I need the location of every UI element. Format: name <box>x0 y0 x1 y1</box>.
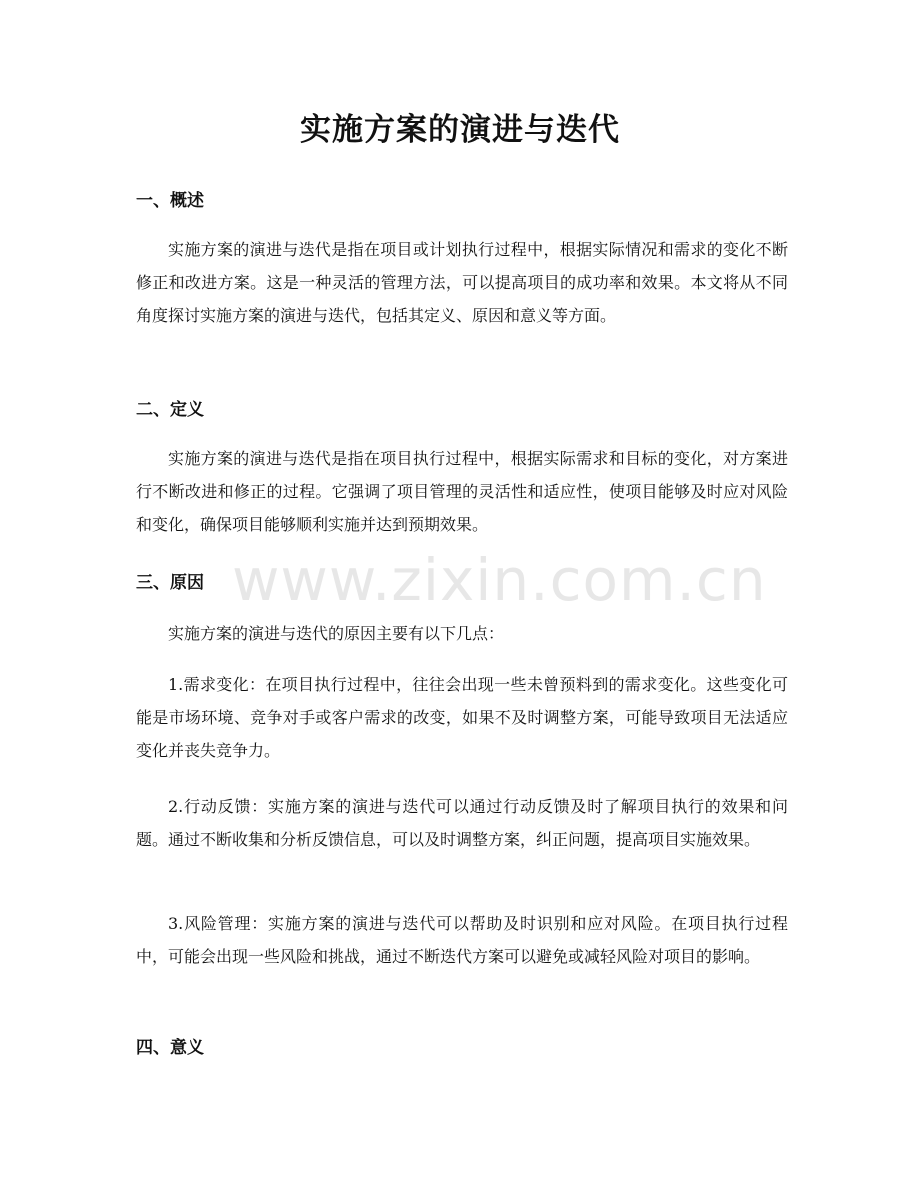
watermark: www.zixin.com.cn <box>232 546 767 614</box>
list-item-action-feedback: 2.行动反馈：实施方案的演进与迭代可以通过行动反馈及时了解项目执行的效果和问题。通过不断收集和分析反馈信息，可以及时调整方案，纠正问题，提高项目实施效果。 <box>136 797 788 849</box>
paragraph-definition: 实施方案的演进与迭代是指在项目执行过程中，根据实际需求和目标的变化，对方案进行不断改进和修正的过程。它强调了项目管理的灵活性和适应性，使项目能够及时应对风险和变化，确保项目能够顺利实施并达到预期效果。 <box>136 449 788 534</box>
page-title: 实施方案的演进与迭代 <box>300 112 620 148</box>
section-heading-significance: 四、意义 <box>136 1038 204 1058</box>
section-heading-reasons: 三、原因 <box>136 573 204 593</box>
section-heading-definition: 二、定义 <box>136 400 204 420</box>
list-item-risk-management: 3.风险管理：实施方案的演进与迭代可以帮助及时识别和应对风险。在项目执行过程中，可能会出现一些风险和挑战，通过不断迭代方案可以避免或减轻风险对项目的影响。 <box>136 914 788 966</box>
list-item-demand-change: 1.需求变化：在项目执行过程中，往往会出现一些未曾预料到的需求变化。这些变化可能是市场环境、竞争对手或客户需求的改变，如果不及时调整方案，可能导致项目无法适应变化并丧失竞争力。 <box>136 675 788 760</box>
paragraph-overview: 实施方案的演进与迭代是指在项目或计划执行过程中，根据实际情况和需求的变化不断修正和改进方案。这是一种灵活的管理方法，可以提高项目的成功率和效果。本文将从不同角度探讨实施方案的演进与迭代，包括其定义、原因和意义等方面。 <box>136 240 788 325</box>
paragraph-reasons-intro: 实施方案的演进与迭代的原因主要有以下几点： <box>168 624 505 643</box>
section-heading-overview: 一、概述 <box>136 191 204 211</box>
